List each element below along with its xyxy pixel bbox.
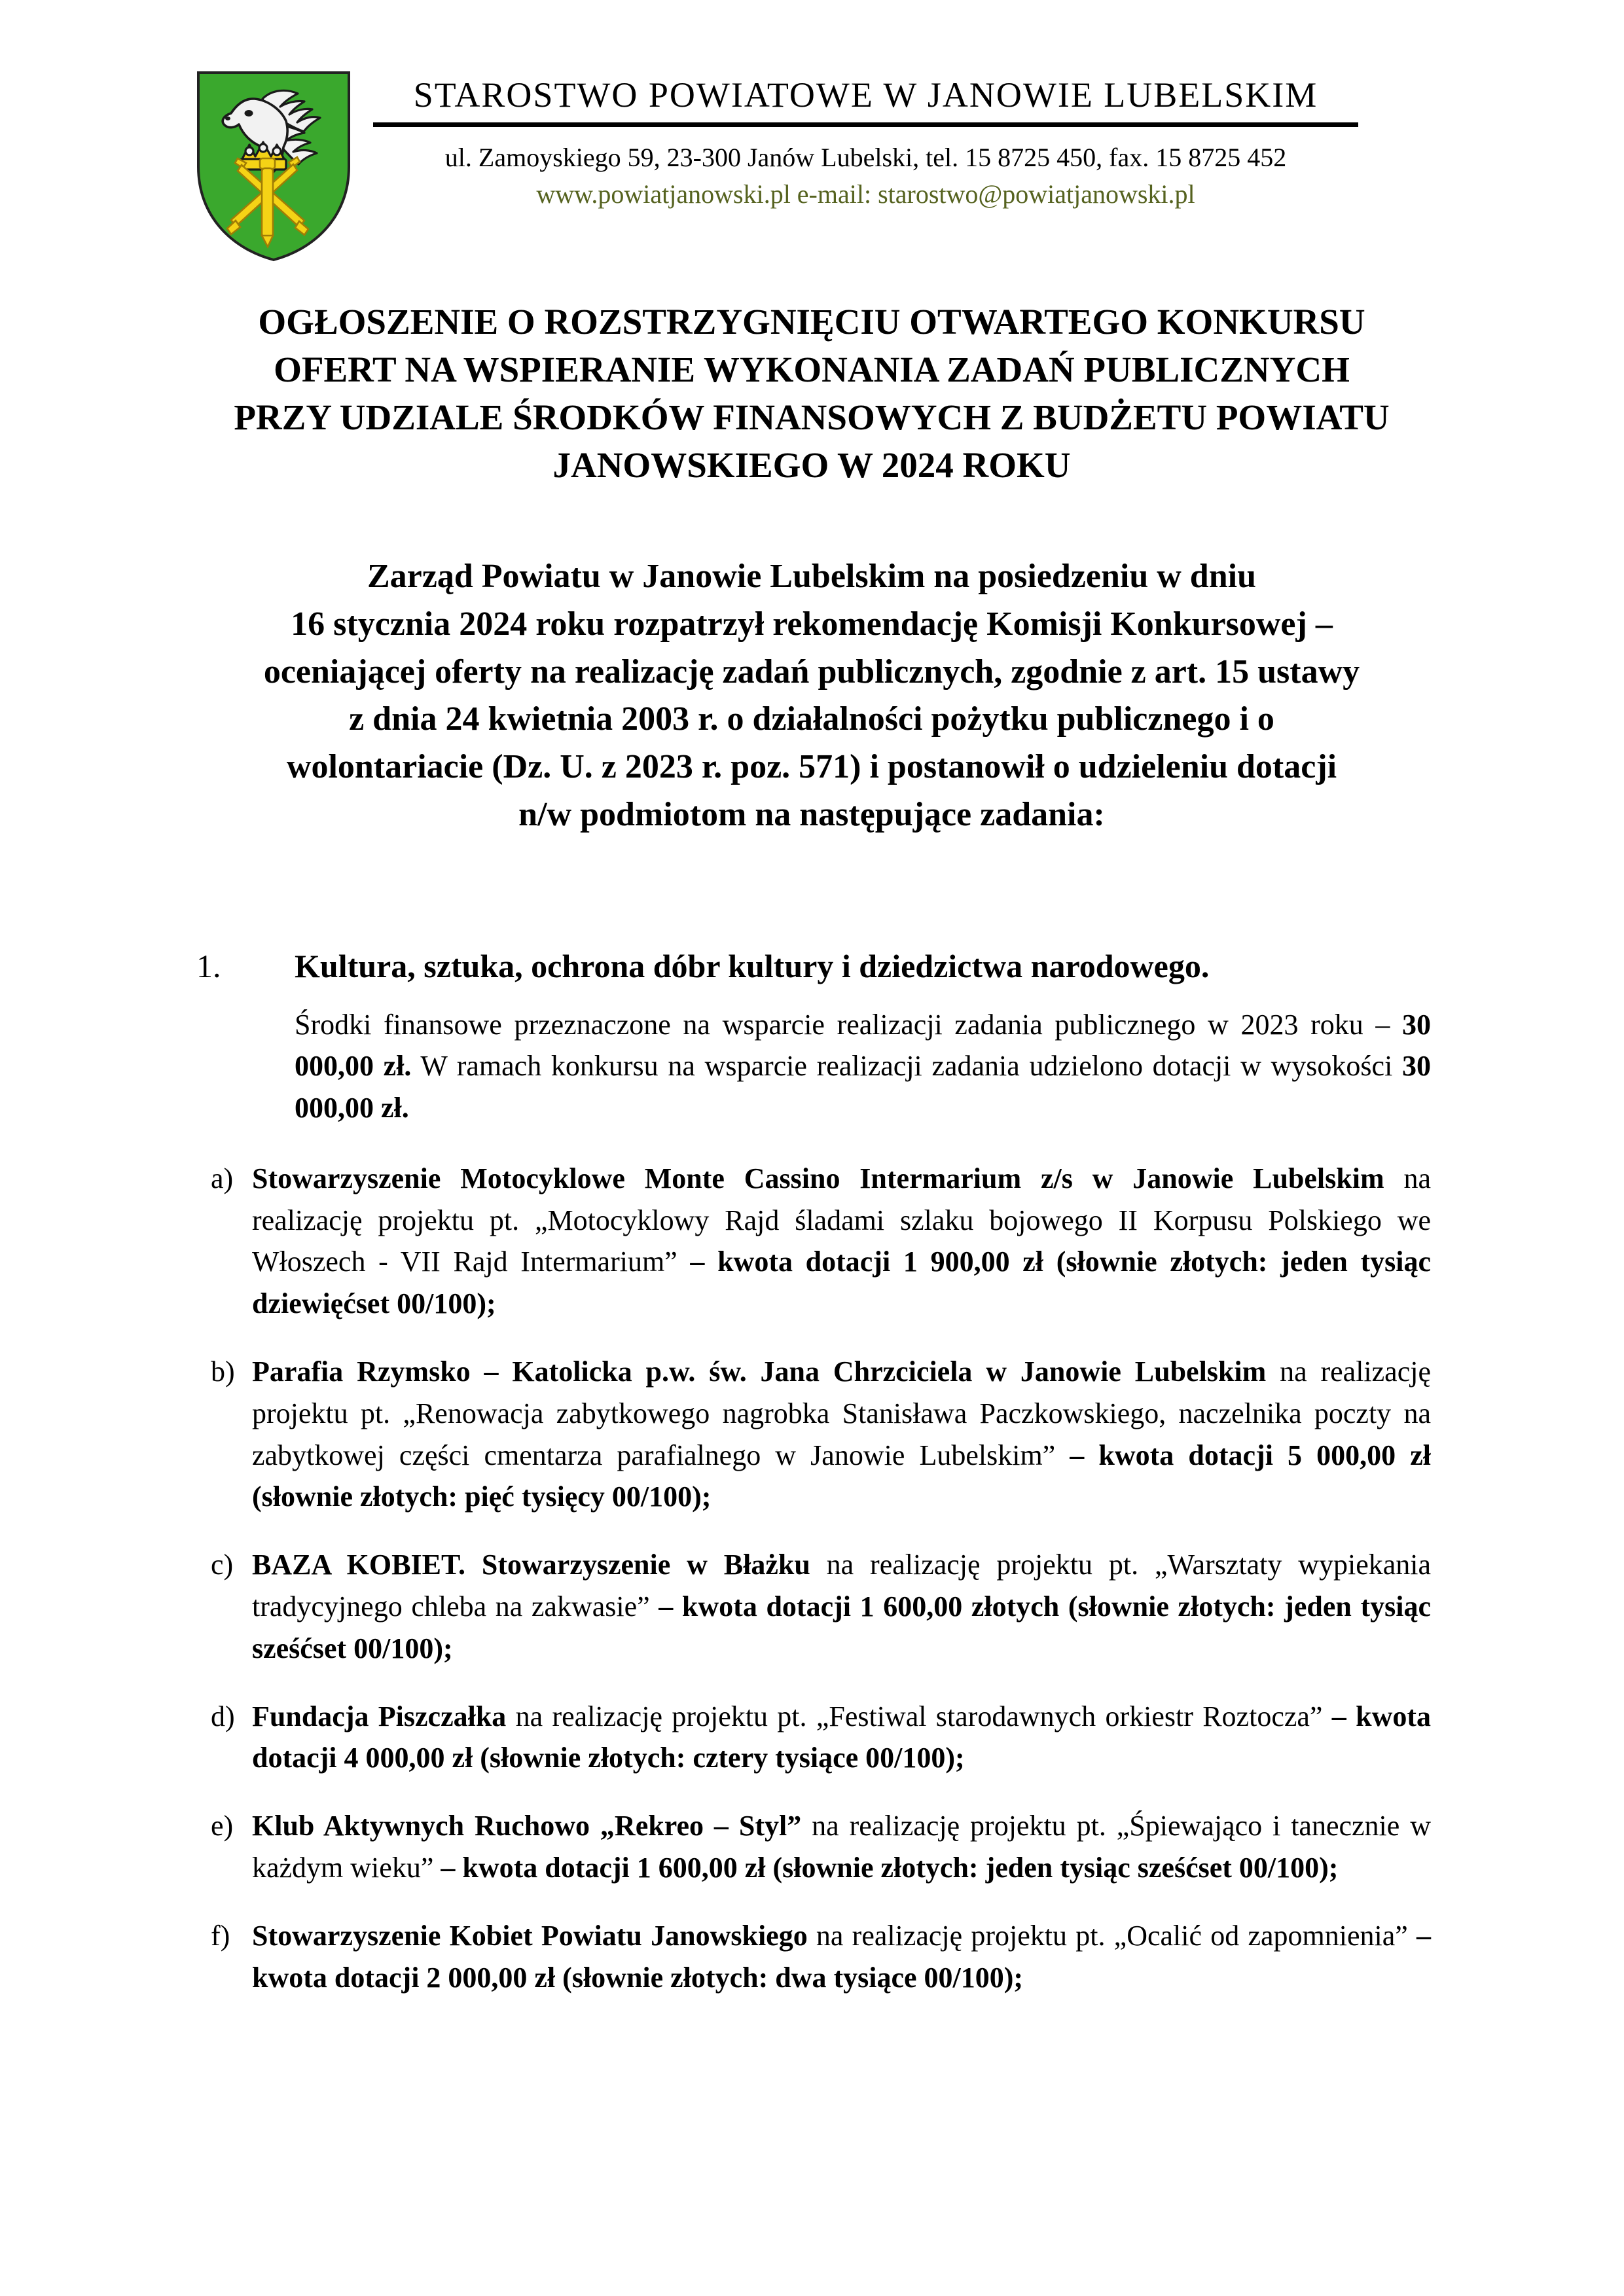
grant-organization: Parafia Rzymsko – Katolicka p.w. św. Jana Chrzciciela w Janowie Lubelskim	[252, 1355, 1267, 1388]
grant-organization: Stowarzyszenie Motocyklowe Monte Cassino Intermarium z/s w Janowie Lubelskim	[252, 1162, 1384, 1194]
grant-amount: – kwota dotacji 1 900,00 zł (słownie złotych: jeden tysiąc dziewięćset 00/100);	[252, 1246, 1431, 1320]
grant-organization: BAZA KOBIET. Stowarzyszenie w Błażku	[252, 1549, 810, 1581]
grant-amount: – kwota dotacji 1 600,00 zł (słownie złotych: jeden tysiąc sześćset 00/100);	[441, 1852, 1339, 1884]
task-section	[0, 946, 1624, 1129]
lead-line-4: z dnia 24 kwietnia 2003 r. o działalności pożytku publicznego i o	[349, 700, 1274, 738]
lead-paragraph	[177, 553, 1447, 839]
task-number: 1.	[196, 948, 221, 984]
title-line-2: OFERT NA WSPIERANIE WYKONANIA ZADAŃ PUBLICZNYCH	[274, 350, 1350, 390]
grant-marker: a)	[211, 1162, 234, 1194]
grant-amount: – kwota dotacji 4 000,00 zł (słownie złotych: cztery tysiące 00/100);	[252, 1700, 1431, 1774]
title-line-3: PRZY UDZIALE ŚRODKÓW FINANSOWYCH Z BUDŻETU POWIATU	[234, 397, 1390, 438]
grant-project: na realizację projektu pt. „Śpiewająco i tanecznie w każdym wieku”	[252, 1810, 1432, 1884]
task-heading-text: Kultura, sztuka, ochrona dóbr kultury i dziedzictwa narodowego.	[295, 948, 1210, 984]
grant-item	[0, 1696, 1624, 1780]
address-line: ul. Zamoyskiego 59, 23-300 Janów Lubelski, tel. 15 8725 450, fax. 15 8725 452	[444, 143, 1287, 173]
task-heading	[0, 946, 1624, 987]
grant-amount: – kwota dotacji 5 000,00 zł (słownie złotych: pięć tysięcy 00/100);	[252, 1439, 1431, 1513]
grant-project: na realizację projektu pt. „Motocyklowy Rajd śladami szlaku bojowego II Korpusu Polskiego we Włoszech - VII Rajd Intermarium”	[252, 1162, 1432, 1278]
title-line-1: OGŁOSZENIE O ROZSTRZYGNIĘCIU OTWARTEGO KONKURSU	[258, 302, 1365, 342]
grant-organization: Klub Aktywnych Ruchowo „Rekreo – Styl”	[252, 1810, 802, 1842]
task-granted-amount: 30 000,00 zł.	[295, 1050, 1431, 1124]
grant-marker: e)	[211, 1810, 234, 1842]
grant-project: na realizację projektu pt. „Warsztaty wypiekania tradycyjnego chleba na zakwasie”	[252, 1549, 1431, 1623]
grant-item	[0, 1544, 1624, 1669]
grant-organization: Fundacja Piszczałka	[252, 1700, 507, 1732]
grant-item	[0, 1158, 1624, 1325]
grant-marker: b)	[211, 1355, 235, 1388]
lead-line-2: 16 stycznia 2024 roku rozpatrzył rekomendację Komisji Konkursowej –	[291, 605, 1333, 643]
task-description-part2: W ramach konkursu na wsparcie realizacji zadania udzielono dotacji w wysokości	[411, 1050, 1402, 1083]
task-description-part1: Środki finansowe przeznaczone na wsparcie realizacji zadania publicznego w 2023 roku –	[295, 1008, 1402, 1041]
header-divider	[373, 122, 1358, 127]
grant-item	[0, 1805, 1624, 1889]
grant-marker: d)	[211, 1700, 235, 1732]
lead-line-1: Zarząd Powiatu w Janowie Lubelskim na posiedzeniu w dniu	[367, 558, 1257, 595]
lead-line-5: wolontariacie (Dz. U. z 2023 r. poz. 571) i postanowił o udzieleniu dotacji	[286, 748, 1337, 786]
document-body	[0, 946, 1624, 2024]
document-title	[177, 298, 1447, 490]
grant-marker: f)	[211, 1919, 230, 1952]
task-budget-amount: 30 000,00 zł.	[295, 1008, 1431, 1083]
grant-list	[0, 1158, 1624, 1999]
grant-project: na realizację projektu pt. „Festiwal starodawnych orkiestr Roztocza”	[506, 1700, 1332, 1732]
organization-name: STAROSTWO POWIATOWE W JANOWIE LUBELSKIM	[413, 75, 1318, 115]
task-description	[295, 1004, 1431, 1129]
title-line-4: JANOWSKIEGO W 2024 ROKU	[552, 445, 1071, 486]
grant-item	[0, 1915, 1624, 1999]
grant-amount: – kwota dotacji 1 600,00 złotych (słownie złotych: jeden tysiąc sześćset 00/100);	[252, 1590, 1431, 1664]
letterhead-text-block	[373, 75, 1358, 211]
grant-amount: – kwota dotacji 2 000,00 zł (słownie złotych: dwa tysiące 00/100);	[252, 1919, 1431, 1994]
lead-line-3: oceniającej oferty na realizację zadań publicznych, zgodnie z art. 15 ustawy	[263, 653, 1360, 691]
grant-project: na realizację projektu pt. „Renowacja zabytkowego nagrobka Stanisława Paczkowskiego, naczelnika poczty na zabytkowej części cmentarza parafialnego w Janowie Lubelskim”	[252, 1355, 1431, 1471]
grant-organization: Stowarzyszenie Kobiet Powiatu Janowskiego	[252, 1919, 808, 1952]
lead-line-6: n/w podmiotom na następujące zadania:	[518, 795, 1105, 833]
grant-marker: c)	[211, 1549, 234, 1581]
coat-of-arms-icon	[194, 69, 353, 264]
letterhead	[0, 69, 1624, 265]
grant-item	[0, 1351, 1624, 1518]
grant-project: na realizację projektu pt. „Ocalić od zapomnienia”	[807, 1919, 1416, 1952]
website-email-line: www.powiatjanowski.pl e-mail: starostwo@powiatjanowski.pl	[536, 179, 1195, 209]
